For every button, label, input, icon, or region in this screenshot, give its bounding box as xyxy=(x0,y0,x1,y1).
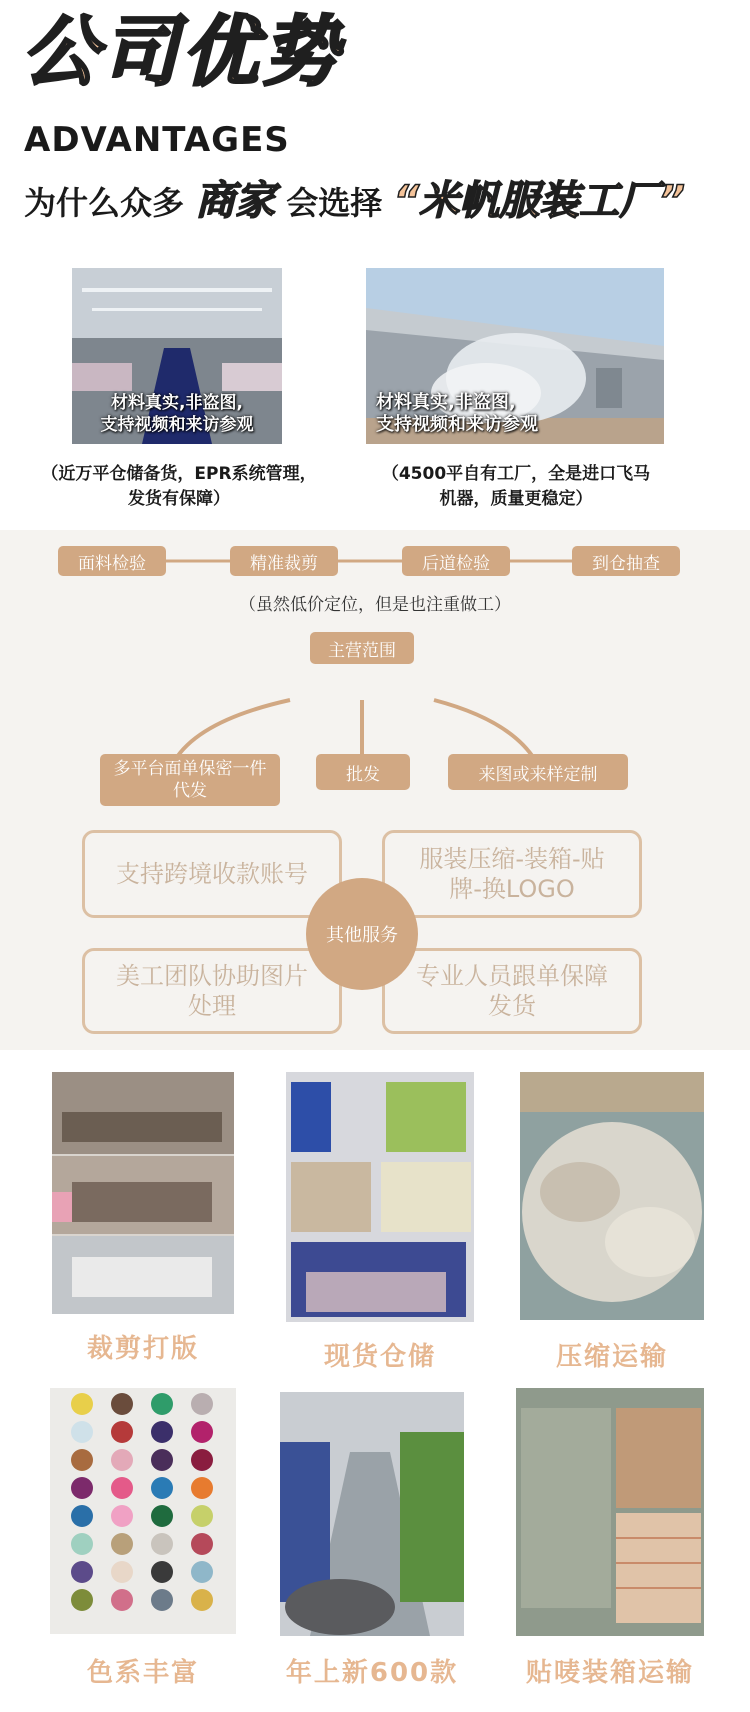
scope-dropshipping: 多平台面单保密一件代发 xyxy=(100,754,280,806)
page-subtitle: ADVANTAGES xyxy=(24,120,290,160)
photo-overlay-text: 材料真实,非盗图, 支持视频和来访参观 xyxy=(100,393,254,435)
packing-photo xyxy=(516,1388,704,1636)
step-final-inspection: 后道检验 xyxy=(402,546,510,576)
step-fabric-inspection: 面料检验 xyxy=(58,546,166,576)
service-packing-logo: 服装压缩-装箱-贴牌-换LOGO xyxy=(382,830,642,918)
caption-compression: 压缩运输 xyxy=(555,1342,668,1372)
page-title: 公司优势 xyxy=(22,7,342,96)
stock-photo xyxy=(286,1072,474,1322)
scope-custom-design: 来图或来样定制 xyxy=(448,754,628,790)
new-styles-photo xyxy=(280,1392,464,1636)
caption-stock: 现货仓储 xyxy=(323,1342,436,1372)
caption-packing: 贴唛装箱运输 xyxy=(525,1658,694,1688)
factory-description: （4500平自有工厂，全是进口飞马 机器，质量更稳定） xyxy=(381,464,651,509)
step-precise-cutting: 精准裁剪 xyxy=(230,546,338,576)
process-note: （虽然低价定位，但是也注重做工） xyxy=(239,595,511,615)
compression-illustration xyxy=(520,1072,704,1320)
caption-cutting: 裁剪打版 xyxy=(86,1334,199,1364)
cutting-photo xyxy=(52,1072,234,1314)
why-highlight-factory: “米帆服装工厂” xyxy=(393,178,685,224)
why-question xyxy=(24,176,685,228)
photo-overlay-text: 材料真实,非盗图, 支持视频和来访参观 xyxy=(376,392,538,435)
color-swatch-illustration xyxy=(50,1388,236,1634)
caption-colors: 色系丰富 xyxy=(86,1658,199,1688)
scope-wholesale: 批发 xyxy=(316,754,410,790)
cutting-illustration xyxy=(52,1072,234,1314)
step-warehouse-check: 到仓抽查 xyxy=(572,546,680,576)
aisle-illustration xyxy=(280,1392,464,1636)
boxes-illustration xyxy=(516,1388,704,1636)
colors-photo xyxy=(50,1388,236,1634)
why-mid: 会选择 xyxy=(286,184,383,222)
service-image-design: 美工团队协助图片处理 xyxy=(82,948,342,1034)
other-services-circle: 其他服务 xyxy=(306,878,418,990)
process-panel xyxy=(0,530,750,1050)
why-prefix: 为什么众多 xyxy=(24,184,185,222)
warehouse-description: （近万平仓储备货，EPR系统管理， 发货有保障） xyxy=(41,464,317,509)
warehouse-photo xyxy=(72,268,282,444)
stock-illustration xyxy=(286,1072,474,1322)
compression-photo xyxy=(520,1072,704,1320)
why-highlight-merchants: 商家 xyxy=(195,178,276,224)
service-order-tracking: 专业人员跟单保障发货 xyxy=(382,948,642,1034)
service-cross-border-account: 支持跨境收款账号 xyxy=(82,830,342,918)
main-scope-label: 主营范围 xyxy=(310,632,414,664)
caption-new-styles: 年上新600款 xyxy=(285,1658,459,1688)
factory-photo xyxy=(366,268,664,444)
